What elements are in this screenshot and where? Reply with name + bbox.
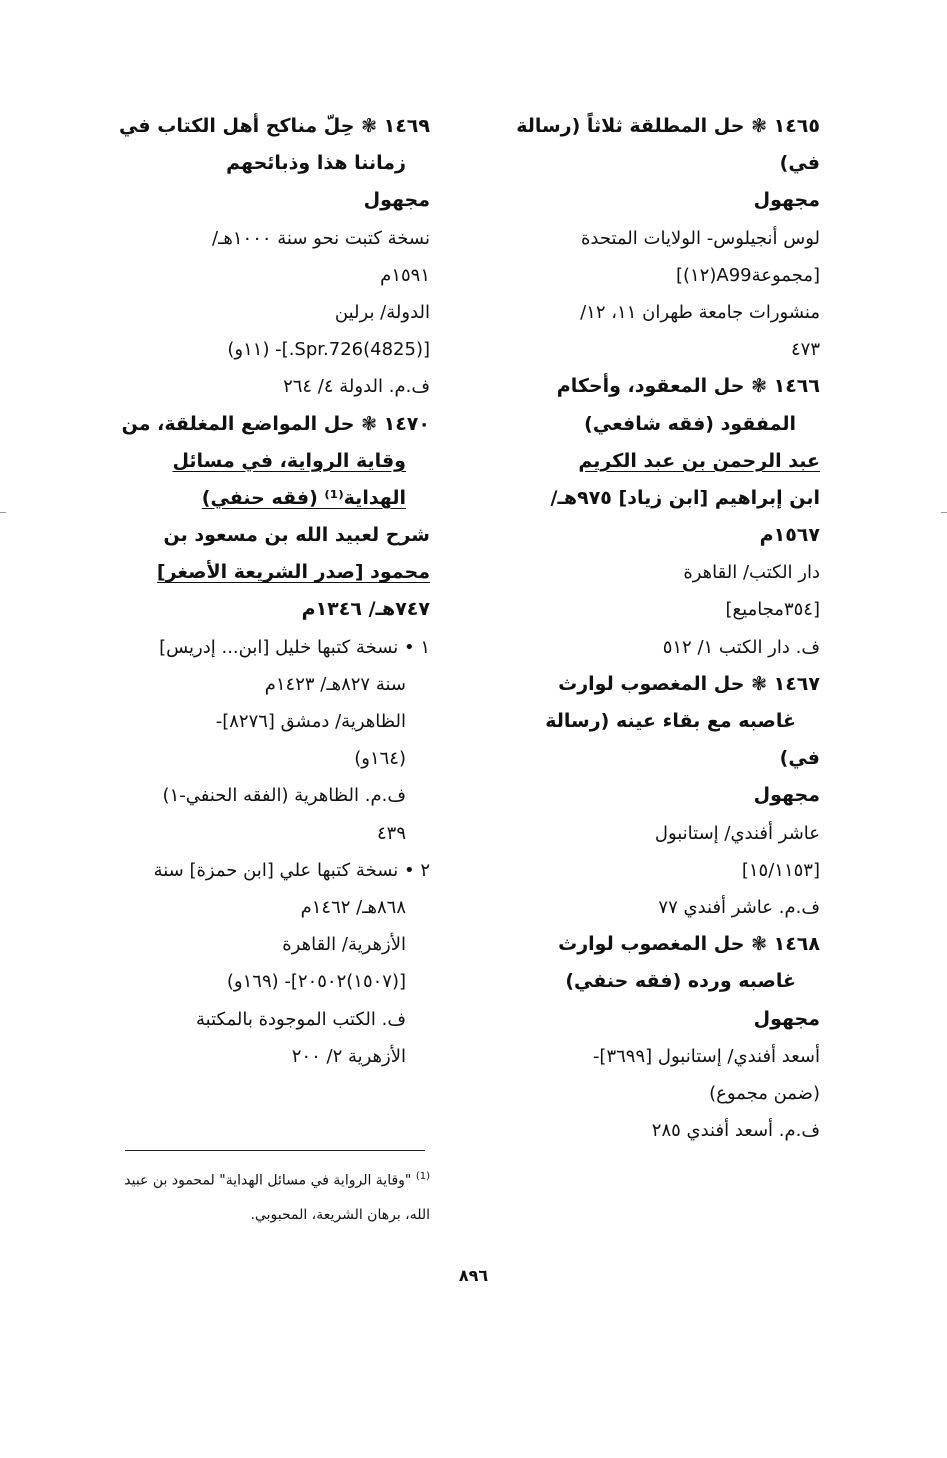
right-column-line: غاصبه مع بقاء عينه (رسالة — [545, 710, 796, 732]
left-column-line: ٤٣٩ — [376, 822, 406, 844]
left-column-line: ٧٤٧هـ/ ١٣٤٦م — [301, 598, 430, 621]
right-column-line: المفقود (فقه شافعي) — [584, 412, 796, 435]
margin-mark — [941, 512, 947, 513]
left-column-line: الدولة/ برلين — [334, 301, 430, 323]
right-column-line: في) — [779, 152, 820, 175]
left-column-line: ف. الكتب الموجودة بالمكتبة — [196, 1008, 406, 1030]
left-column-line: ٨٦٨هـ/ ١٤٦٢م — [300, 896, 406, 918]
left-column-line: ف.م. الظاهرية (الفقه الحنفي-١) — [162, 785, 406, 807]
right-column-line: ف. دار الكتب ١/ ٥١٢ — [662, 636, 820, 658]
left-column-line: مجهول — [363, 189, 430, 212]
left-column-line: الأزهرية/ القاهرة — [282, 934, 406, 956]
left-column-line: زماننا هذا وذبائحهم — [226, 152, 406, 175]
left-column-line: ١٤٧٠ ❃ حل المواضع المغلقة، من — [121, 412, 430, 435]
left-column-line: الهداية⁽¹⁾ (فقه حنفي) — [201, 486, 406, 509]
right-column-line: ف.م. عاشر أفندي ٧٧ — [658, 896, 820, 918]
right-column-line: أسعد أفندي/ إستانبول [٣٦٩٩]- — [592, 1045, 820, 1067]
right-column-line: [٣٥٤مجاميع] — [725, 599, 820, 621]
footnote-separator — [125, 1150, 425, 1151]
right-column-line: غاصبه ورده (فقه حنفي) — [565, 970, 796, 993]
right-column-line: ١٤٦٧ ❃ حل المغصوب لوارث — [558, 672, 820, 695]
right-column-line: (ضمن مجموع) — [709, 1082, 820, 1104]
right-column — [470, 108, 820, 1149]
right-column-line: [١٥/١١٥٣] — [741, 859, 820, 881]
left-column-line: ف.م. الدولة ٤/ ٢٦٤ — [283, 376, 430, 398]
right-column-line: ف.م. أسعد أفندي ٢٨٥ — [651, 1120, 820, 1142]
right-column-line: مجهول — [753, 784, 820, 807]
left-column-line: ١٤٦٩ ❃ حِلّ مناكح أهل الكتاب في — [118, 115, 430, 137]
left-column-line: ٢ • نسخة كتبها علي [ابن حمزة] سنة — [153, 859, 430, 881]
right-column-line: عبد الرحمن بن عبد الكريم — [578, 449, 820, 472]
right-column-line: [مجموعةA99(١٢)] — [675, 264, 820, 286]
left-column-line: الأزهرية ٢/ ٢٠٠ — [291, 1045, 406, 1067]
right-column-line: عاشر أفندي/ إستانبول — [654, 822, 820, 844]
right-column-line: ١٤٦٦ ❃ حل المعقود، وأحكام — [556, 375, 820, 398]
right-column-line: مجهول — [753, 189, 820, 212]
page-number: ٨٩٦ — [458, 1266, 489, 1285]
left-column-line: محمود [صدر الشريعة الأصغر] — [156, 561, 430, 584]
right-column-line: ١٥٦٧م — [759, 524, 820, 547]
left-column-line: سنة ٨٢٧هـ/ ١٤٢٣م — [264, 673, 406, 695]
right-column-line: دار الكتب/ القاهرة — [683, 562, 820, 584]
left-column — [95, 108, 430, 1075]
left-column-line: ١٥٩١م — [380, 264, 430, 286]
footnote-marker: (1) — [415, 1171, 430, 1182]
right-column-line: ١٤٦٨ ❃ حل المغصوب لوارث — [558, 933, 820, 956]
right-column-line: ١٤٦٥ ❃ حل المطلقة ثلاثاً (رسالة — [516, 115, 820, 137]
right-column-line: في) — [779, 747, 820, 770]
right-column-line: منشورات جامعة طهران ١١، ١٢/ — [580, 301, 820, 323]
right-column-line: لوس أنجيلوس- الولايات المتحدة — [580, 227, 820, 249]
left-column-line: الظاهرية/ دمشق [٨٢٧٦]- — [215, 711, 406, 732]
right-column-line: مجهول — [753, 1007, 820, 1030]
right-column-line: ابن إبراهيم [ابن زياد] ٩٧٥هـ/ — [550, 486, 820, 509]
left-column-line: ١ • نسخة كتبها خليل [ابن... إدريس] — [159, 636, 430, 658]
left-column-line: [(١٥٠٧)٢٠٥٠٢]- (١٦٩و) — [226, 971, 406, 993]
left-column-line: وقاية الرواية، في مسائل — [172, 449, 406, 472]
right-column-line: ٤٧٣ — [790, 339, 820, 361]
footnote — [110, 1160, 430, 1232]
left-column-line: شرح لعبيد الله بن مسعود بن — [163, 524, 430, 547]
footnote-line-1: $^{(1)}$ "وقاية الرواية في مسائل الهداية" لمحمود بن عبيد — [124, 1171, 430, 1189]
left-column-line: [(4825)Spr.726.]- (١١و) — [227, 339, 430, 361]
margin-mark — [0, 512, 6, 513]
left-column-line: نسخة كتبت نحو سنة ١٠٠٠هـ/ — [212, 227, 430, 249]
left-column-line: (١٦٤و) — [354, 748, 406, 770]
footnote-line-2: الله، برهان الشريعة، المحبوبي. — [250, 1206, 430, 1223]
